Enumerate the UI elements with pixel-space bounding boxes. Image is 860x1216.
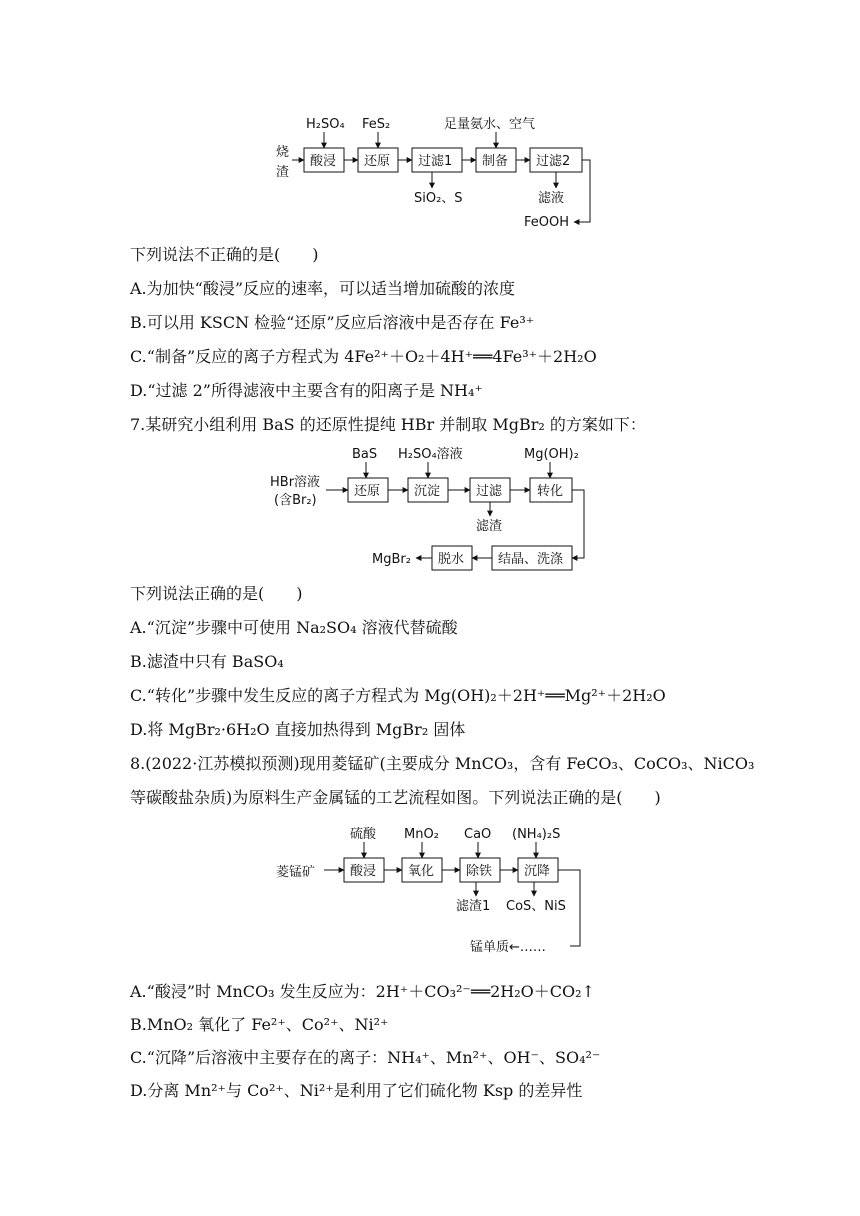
d2-input-2: (含Br₂) <box>274 493 317 508</box>
d2-out-product: MgBr₂ <box>372 552 411 567</box>
d1-input-2: 渣 <box>276 165 290 180</box>
q7-option-d: D.将 MgBr₂·6H₂O 直接加热得到 MgBr₂ 固体 <box>130 720 466 739</box>
q6-option-a: A.为加快“酸浸”反应的速率，可以适当增加硫酸的浓度 <box>130 279 516 298</box>
d3-out-residue1: 滤渣1 <box>456 899 491 914</box>
d3-reagent-cao: CaO <box>464 827 492 842</box>
d1-reagent-acid: H₂SO₄ <box>306 117 345 132</box>
q7-stem2: 下列说法正确的是( ) <box>130 584 303 603</box>
q8-option-d: D.分离 Mn²⁺与 Co²⁺、Ni²⁺是利用了它们硫化物 Ksp 的差异性 <box>130 1081 583 1100</box>
q7-option-b: B.滤渣中只有 BaSO₄ <box>130 652 284 671</box>
q6-option-b: B.可以用 KSCN 检验“还原”反应后溶液中是否存在 Fe³⁺ <box>130 313 535 332</box>
d2-box-filter: 过滤 <box>476 484 503 499</box>
d2-out-residue: 滤渣 <box>476 519 503 534</box>
d2-reagent-bas: BaS <box>352 447 378 462</box>
d1-out-filtrate: 滤液 <box>538 191 565 206</box>
d3-reagent-acid: 硫酸 <box>350 827 377 842</box>
q7-option-a: A.“沉淀”步骤中可使用 Na₂SO₄ 溶液代替硫酸 <box>130 618 458 637</box>
d3-box-oxidize: 氧化 <box>408 864 435 879</box>
d2-box-crystallize: 结晶、洗涤 <box>498 552 564 567</box>
d1-box-prepare: 制备 <box>482 154 509 169</box>
d2-box-dehydrate: 脱水 <box>438 552 465 567</box>
d3-out-cos-nis: CoS、NiS <box>506 899 566 914</box>
q8-option-a: A.“酸浸”时 MnCO₃ 发生反应为：2H⁺＋CO₃²⁻══2H₂O＋CO₂↑ <box>130 982 595 1001</box>
d1-box-filter2: 过滤2 <box>536 154 571 169</box>
d3-reagent-mno2: MnO₂ <box>404 827 439 842</box>
d3-reagent-nh4s: (NH₄)₂S <box>512 827 561 842</box>
d1-out-filter1: SiO₂、S <box>414 191 463 206</box>
d1-reagent-ammonia: 足量氨水、空气 <box>444 117 536 132</box>
q6-stem: 下列说法不正确的是( ) <box>130 245 319 264</box>
d1-reagent-fes2: FeS₂ <box>362 117 391 132</box>
q7-option-c: C.“转化”步骤中发生反应的离子方程式为 Mg(OH)₂＋2H⁺══Mg²⁺＋2H₂O <box>130 686 666 705</box>
q6-option-d: D.“过滤 2”所得滤液中主要含有的阳离子是 NH₄⁺ <box>130 381 483 400</box>
d2-box-reduce: 还原 <box>354 484 381 499</box>
d1-box-acid-leach: 酸浸 <box>310 154 337 169</box>
d2-box-convert: 转化 <box>537 484 564 499</box>
q8-option-c: C.“沉降”后溶液中主要存在的离子：NH₄⁺、Mn²⁺、OH⁻、SO₄²⁻ <box>130 1048 601 1067</box>
d1-input-1: 烧 <box>276 145 290 160</box>
d2-box-precipitate: 沉淀 <box>414 484 441 499</box>
d2-reagent-mgoh2: Mg(OH)₂ <box>524 447 579 462</box>
q8-stem-2: 等碳酸盐杂质)为原料生产金属锰的工艺流程如图。下列说法正确的是( ) <box>130 788 661 807</box>
q7-stem: 7.某研究小组利用 BaS 的还原性提纯 HBr 并制取 MgBr₂ 的方案如下： <box>130 415 646 434</box>
q8-option-b: B.MnO₂ 氧化了 Fe²⁺、Co²⁺、Ni²⁺ <box>130 1015 389 1034</box>
d3-input: 菱锰矿 <box>276 865 316 880</box>
d2-reagent-h2so4: H₂SO₄溶液 <box>398 447 463 462</box>
d1-out-product: FeOOH <box>524 215 570 230</box>
d1-box-filter1: 过滤1 <box>418 154 453 169</box>
q8-stem-1: 8.(2022·江苏模拟预测)现用菱锰矿(主要成分 MnCO₃，含有 FeCO₃、CoCO₃、NiCO₃ <box>130 754 755 773</box>
d3-out-product: 锰单质←…… <box>470 940 546 955</box>
d2-input-1: HBr溶液 <box>270 475 321 490</box>
d3-box-remove-fe: 除铁 <box>466 864 493 879</box>
d3-box-acid-leach: 酸浸 <box>350 864 377 879</box>
d3-box-settle: 沉降 <box>524 864 551 879</box>
q6-option-c: C.“制备”反应的离子方程式为 4Fe²⁺＋O₂＋4H⁺══4Fe³⁺＋2H₂O <box>130 347 597 366</box>
d1-box-reduce: 还原 <box>364 154 391 169</box>
